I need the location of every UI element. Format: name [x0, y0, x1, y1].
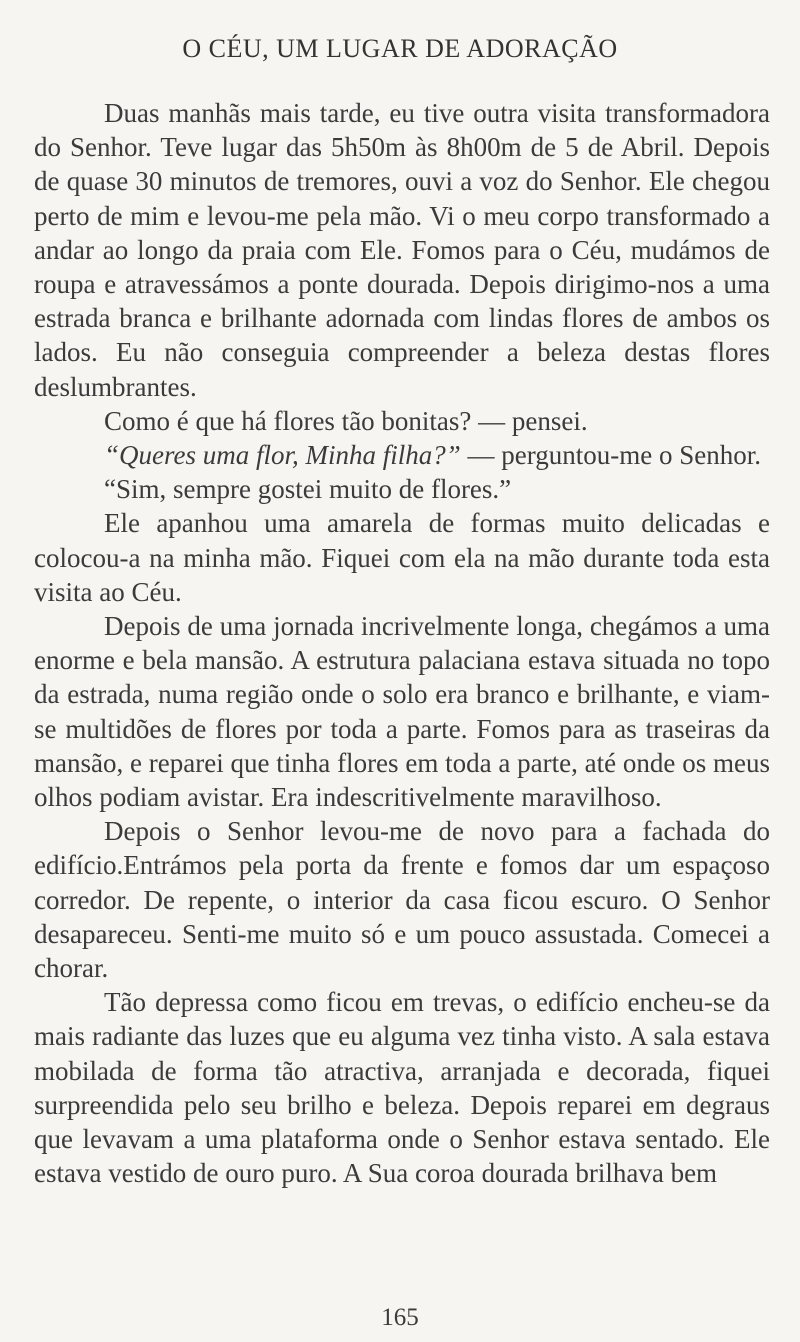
paragraph: Tão depressa como ficou em trevas, o edifício encheu-se da mais radiante das luzes que eu alguma vez tinha visto. A sala estava mobilada de forma tão atractiva, arranjada e decorada, fiquei surpreendida pelo seu brilho e beleza. Depois reparei em degraus que levavam a uma plataforma onde o Senhor estava sentado. Ele estava vestido de ouro puro. A Sua coroa dourada brilhava bem [34, 987, 770, 1189]
paragraph: Como é que há flores tão bonitas? — pensei. [104, 405, 588, 436]
italic-quote: “Queres uma flor, Minha filha?” [104, 440, 461, 471]
chapter-header: O CÉU, UM LUGAR DE ADORAÇÃO [182, 34, 618, 63]
paragraph: Depois de uma jornada incrivelmente longa, chegámos a uma enorme e bela mansão. A estrutura palaciana estava situada no topo da estrada, numa região onde o solo era branco e brilhante, e viam-se multidões de flores por toda a parte. Fomos para as traseiras da mansão, e reparei que tinha flores em toda a parte, até onde os meus olhos podiam avistar. Era indescritivelmente maravilhoso. [34, 611, 770, 813]
paragraph: Depois o Senhor levou-me de novo para a fachada do edifício.Entrámos pela porta da frente e fomos dar um espaçoso corredor. De repente, o interior da casa ficou escuro. O Senhor desapareceu. Senti-me muito só e um pouco assustada. Comecei a chorar. [34, 816, 770, 984]
quote-attribution: — perguntou-me o Senhor. [460, 440, 761, 471]
page-number: 165 [381, 1304, 419, 1331]
dialogue-line [34, 438, 770, 472]
paragraph: Duas manhãs mais tarde, eu tive outra visita transformadora do Senhor. Teve lugar das 5h50m às 8h00m de 5 de Abril. Depois de quase 30 minutos de tremores, ouvi a voz do Senhor. Ele chegou perto de mim e levou-me pela mão. Vi o meu corpo transformado a andar ao longo da praia com Ele. Fomos para o Céu, mudámos de roupa e atravessámos a ponte dourada. Depois dirigimo-nos a uma estrada branca e brilhante adornada com lindas flores de ambos os lados. Eu não conseguia compreender a beleza destas flores deslumbrantes. [34, 98, 770, 402]
body-text [34, 96, 770, 1191]
dialogue-reply: “Sim, sempre gostei muito de flores.” [104, 474, 512, 505]
paragraph: Ele apanhou uma amarela de formas muito delicadas e colocou-a na minha mão. Fiquei com ela na mão durante toda esta visita ao Céu. [34, 508, 770, 607]
